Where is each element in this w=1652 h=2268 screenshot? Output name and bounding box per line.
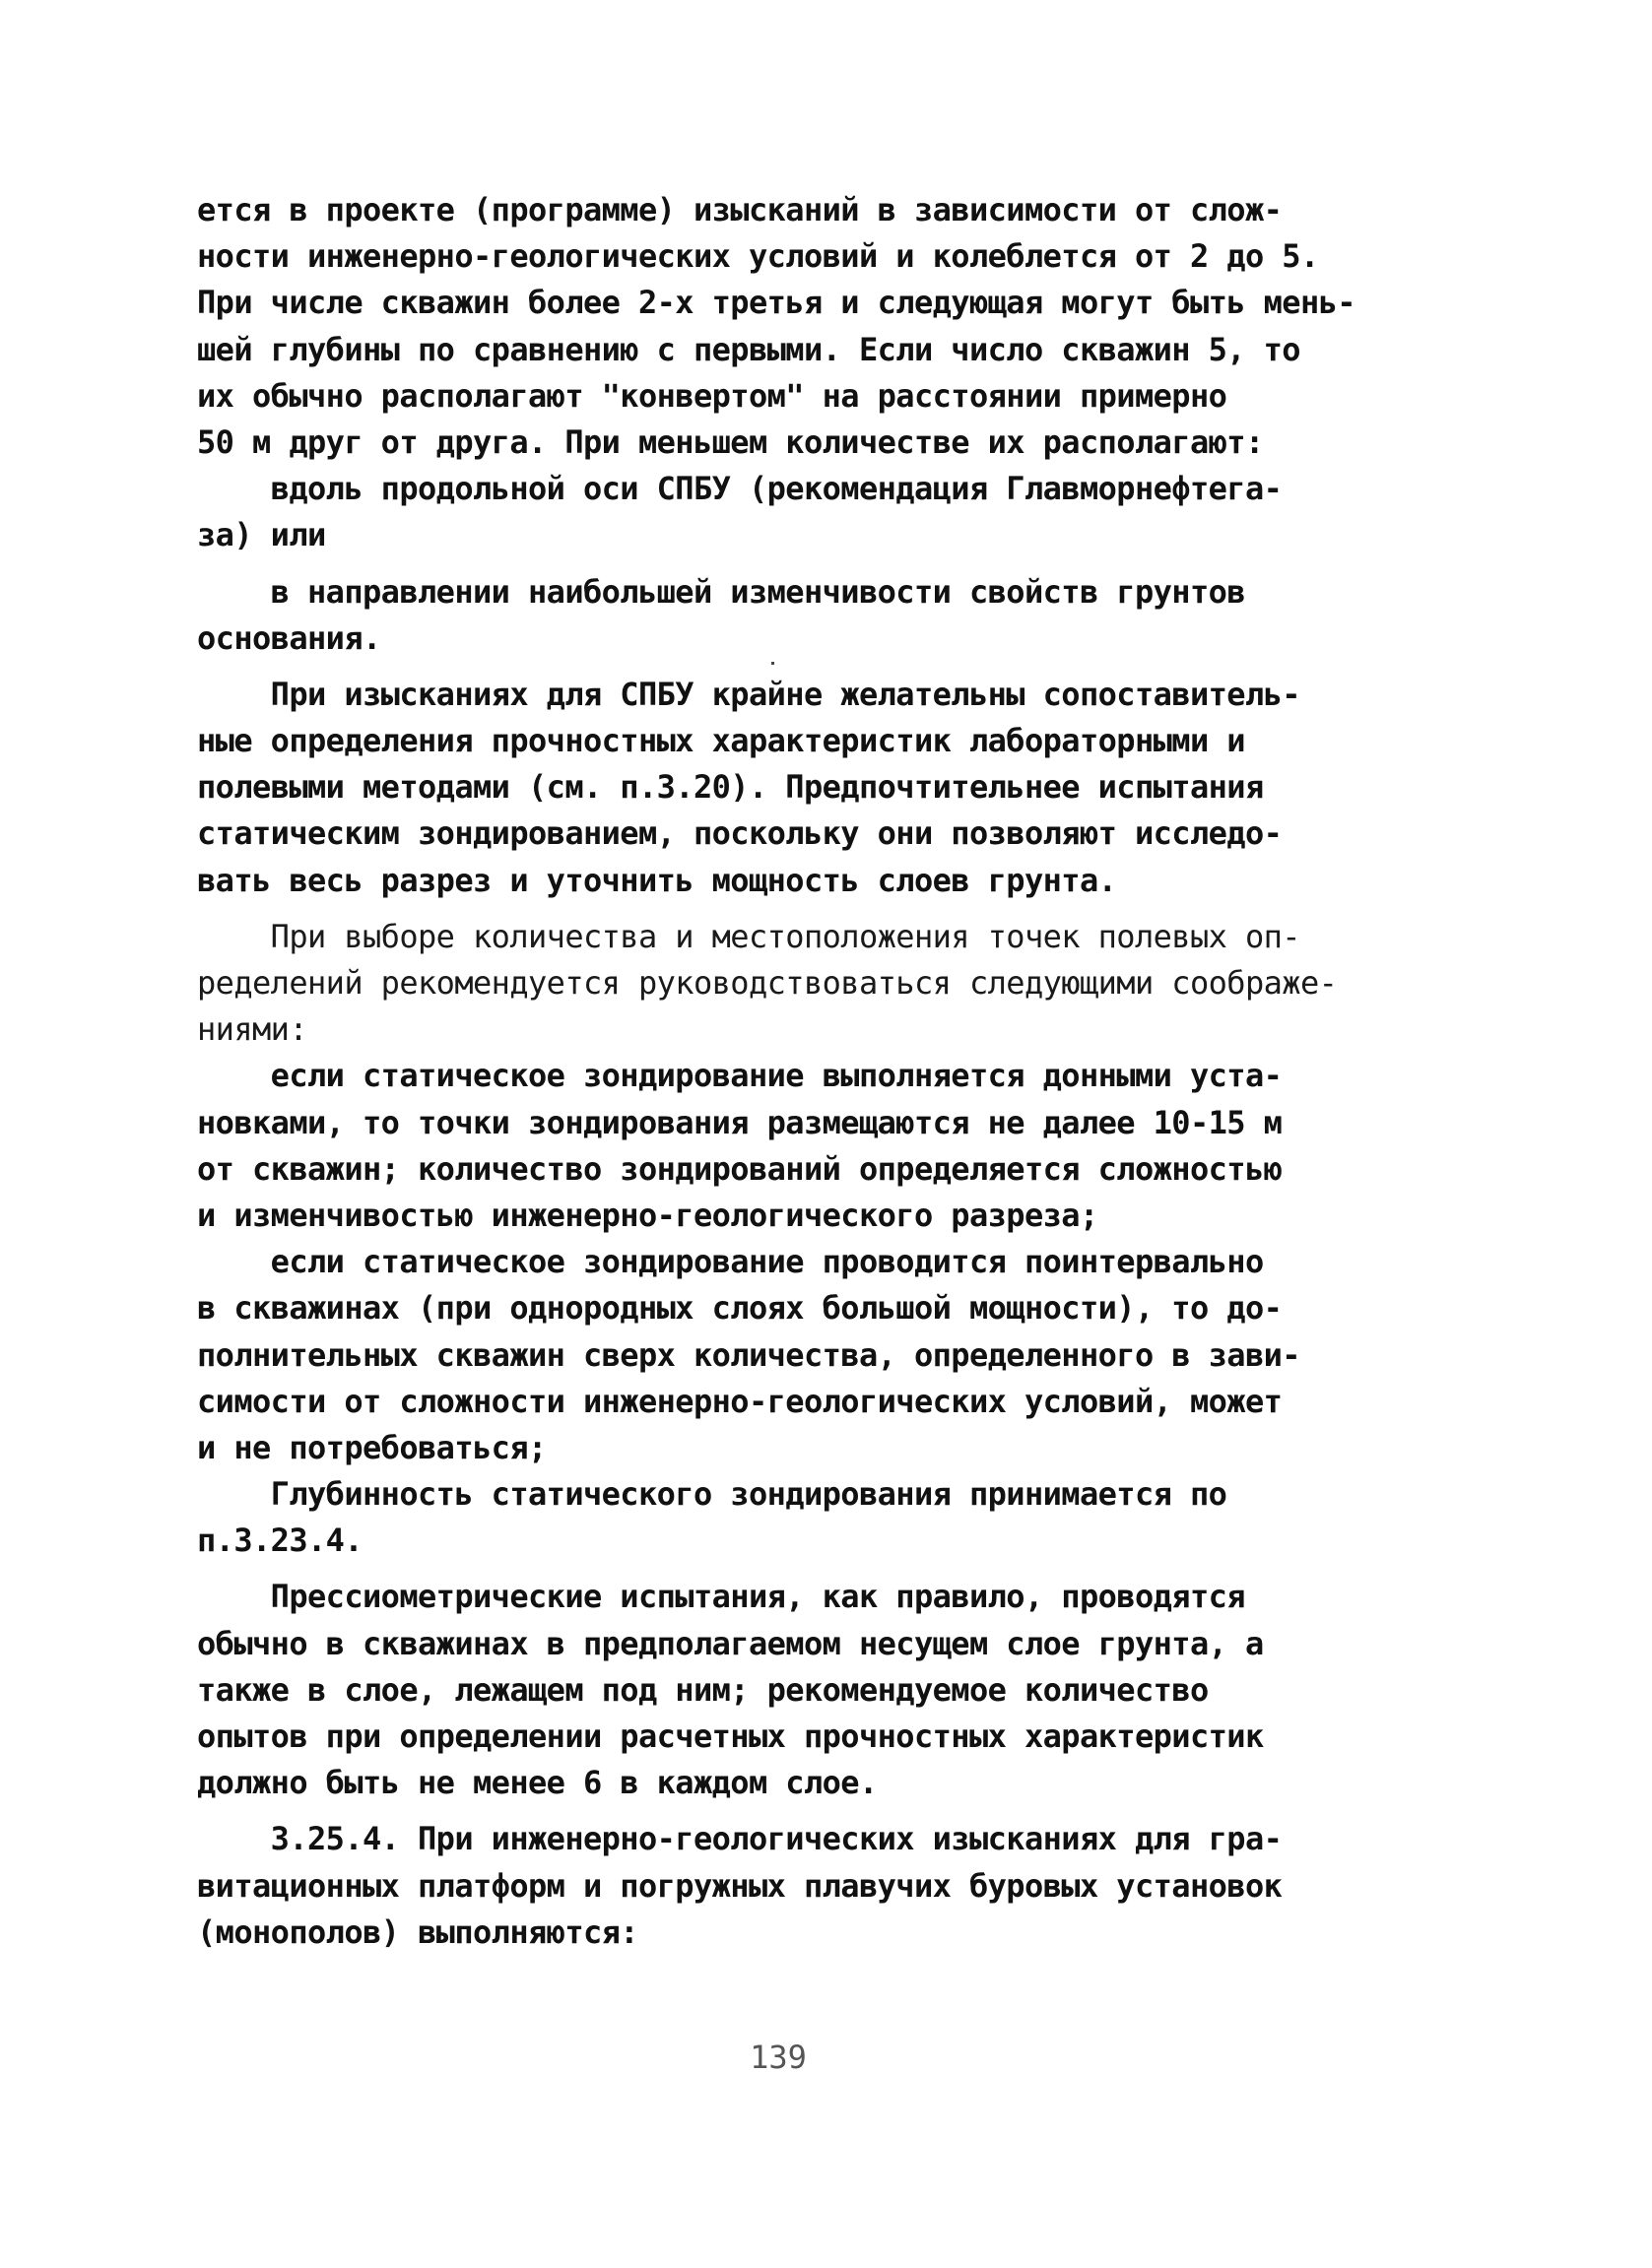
text-line: должно быть не менее 6 в каждом слое.: [197, 1764, 878, 1802]
text-line: шей глубины по сравнению с первыми. Если число скважин 5, то: [197, 330, 1300, 368]
text-line: в направлении наибольшей изменчивости свойств грунтов: [197, 572, 1245, 611]
text-line: Глубинность статического зондирования принимается по: [197, 1475, 1227, 1514]
text-line: (монополов) выполняются:: [197, 1912, 638, 1951]
text-line: вдоль продольной оси СПБУ (рекомендация Главморнефтега-: [197, 470, 1283, 508]
text-line: опытов при определении расчетных прочностных характеристик: [197, 1717, 1264, 1755]
paragraph: [197, 1053, 1468, 1239]
text-line: При изысканиях для СПБУ крайне желательны сопоставитель-: [197, 675, 1300, 713]
text-line: полнительных скважин сверх количества, определенного в зави-: [197, 1335, 1300, 1374]
text-line: 50 м друг от друга. При меньшем количестве их располагают:: [197, 422, 1264, 461]
paragraph: [197, 569, 1468, 662]
text-line: ности инженерно-геологических условий и колеблется от 2 до 5.: [197, 237, 1319, 276]
paragraph: [197, 672, 1468, 904]
text-line: симости от сложности инженерно-геологических условий, может: [197, 1382, 1283, 1420]
text-line: от скважин; количество зондирований определяется сложностью: [197, 1149, 1283, 1188]
page-number: 139: [750, 2039, 807, 2076]
paragraph: [197, 1239, 1468, 1471]
text-line: При числе скважин более 2-х третья и следующая могут быть мень-: [197, 284, 1355, 322]
text-line: п.3.23.4.: [197, 1522, 363, 1560]
text-line: и не потребоваться;: [197, 1428, 547, 1466]
text-line: также в слое, лежащем под ним; рекомендуемое количество: [197, 1670, 1209, 1709]
text-line: ется в проекте (программе) изысканий в зависимости от слож-: [197, 191, 1283, 228]
text-line: ниями:: [197, 1010, 307, 1049]
text-line: за) или: [197, 516, 326, 554]
text-line: если статическое зондирование выполняется донными уста-: [197, 1057, 1283, 1095]
text-line: в скважинах (при однородных слоях большой мощности), то до-: [197, 1289, 1283, 1328]
paragraph: [197, 1816, 1468, 1956]
text-line: ределений рекомендуется руководствоваться следующими соображе-: [197, 964, 1338, 1002]
text-line: 3.25.4. При инженерно-геологических изысканиях для гра-: [197, 1820, 1283, 1858]
paragraph: [197, 187, 1468, 466]
text-line: обычно в скважинах в предполагаемом несущем слое грунта, а: [197, 1624, 1264, 1662]
text-line: При выборе количества и местоположения точек полевых оп-: [197, 917, 1300, 955]
text-line: и изменчивостью инженерно-геологического разреза;: [197, 1196, 1098, 1234]
text-line: основания.: [197, 618, 381, 657]
paragraph: [197, 466, 1468, 558]
text-line: ные определения прочностных характеристик лабораторными и: [197, 722, 1245, 760]
text-line: Прессиометрические испытания, как правило, проводятся: [197, 1578, 1245, 1616]
paragraph: [197, 1574, 1468, 1806]
text-line: статическим зондированием, поскольку они позволяют исследо-: [197, 814, 1283, 853]
text-line: новками, то точки зондирования размещаются не далее 10-15 м: [197, 1103, 1283, 1141]
paragraph: [197, 914, 1468, 1054]
paragraph: [197, 1471, 1468, 1564]
text-line: полевыми методами (см. п.3.20). Предпочтительнее испытания: [197, 768, 1264, 807]
text-line: витационных платформ и погружных плавучих буровых установок: [197, 1866, 1283, 1905]
body-text: [197, 187, 1468, 1956]
text-line: вать весь разрез и уточнить мощность слоев грунта.: [197, 861, 1117, 899]
text-line: если статическое зондирование проводится поинтервально: [197, 1243, 1264, 1281]
text-line: их обычно располагают "конвертом" на расстоянии примерно: [197, 376, 1227, 415]
